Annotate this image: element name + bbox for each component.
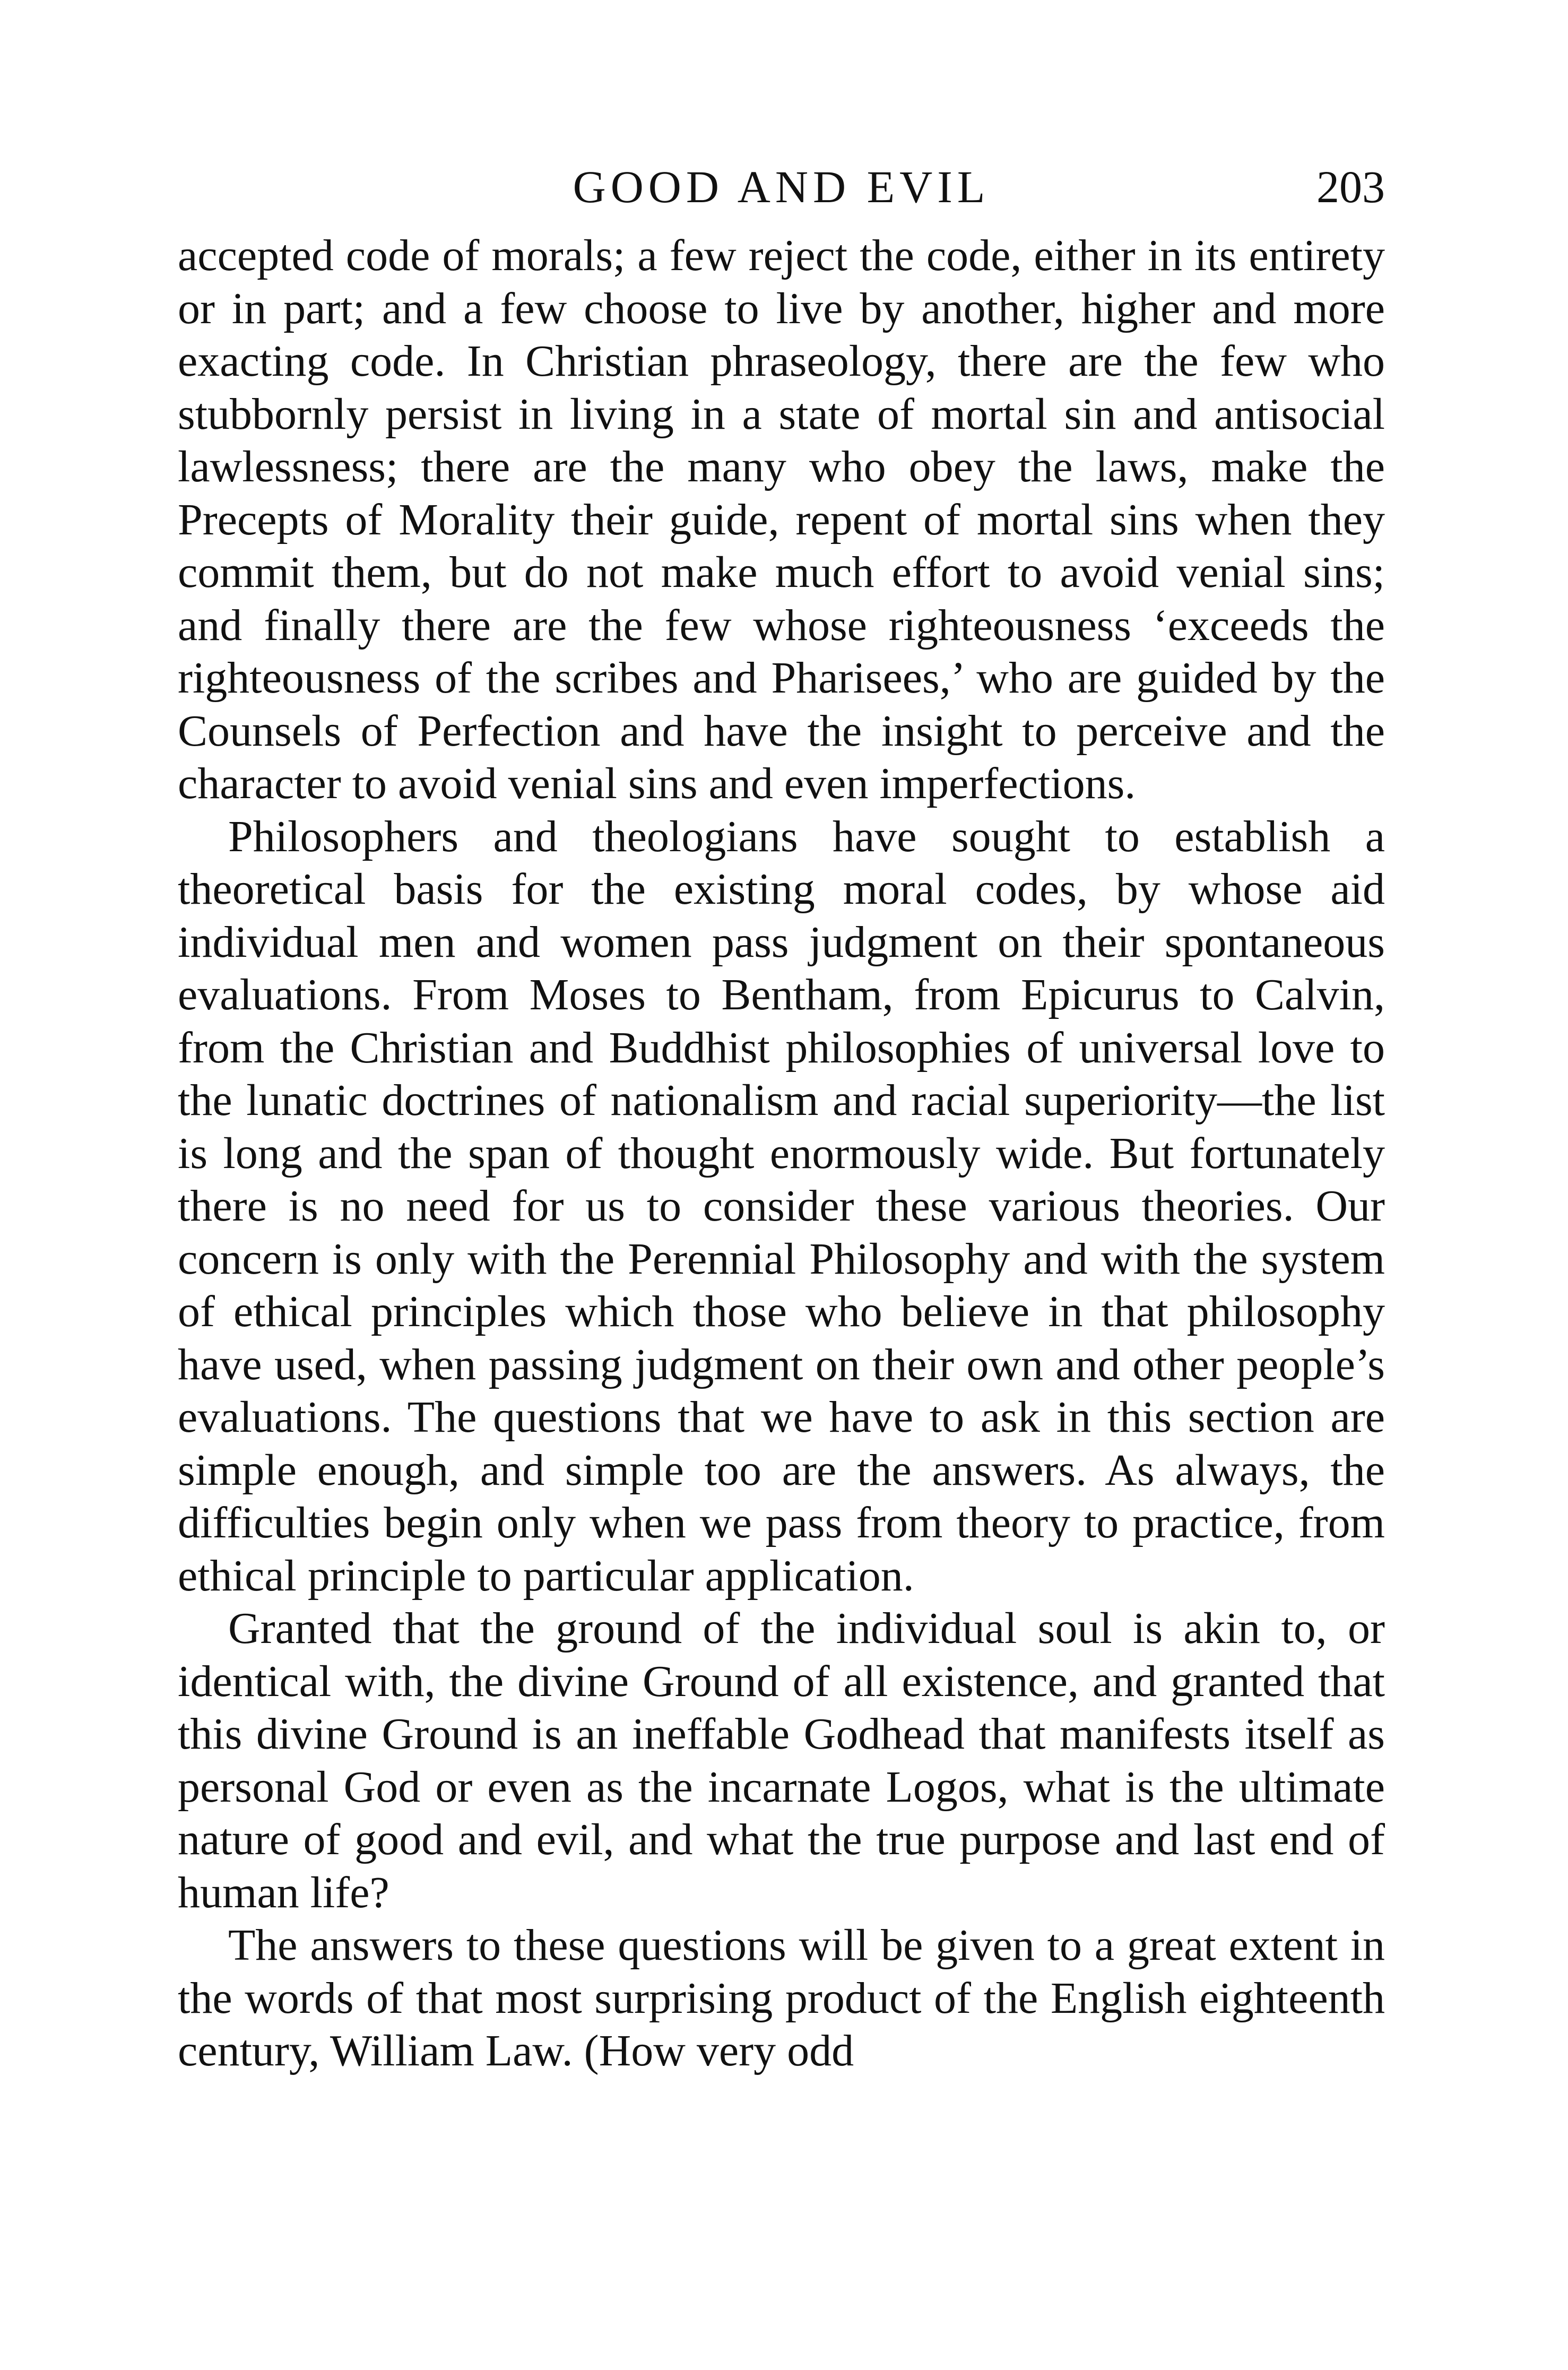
body-text: [178, 229, 1385, 2078]
paragraph-answers: The answers to these questions will be given to a great extent in the words of that most surprising product of the English eighteenth century, William Law. (How very odd: [178, 1921, 1385, 2075]
running-head: [178, 155, 1385, 219]
paragraph-continued: accepted code of morals; a few reject the code, either in its entirety or in part; and a few choose to live by another, higher and more exacting code. In Christian phraseology, there are the few who stubbornly persist in living in a state of mortal sin and antisocial lawlessness; there are the many who obey the laws, make the Precepts of Morality their guide, repent of mortal sins when they commit them, but do not make much effort to avoid venial sins; and finally there are the few whose righteousness ‘exceeds the righteousness of the scribes and Pharisees,’ who are guided by the Counsels of Perfection and have the insight to perceive and the character to avoid venial sins and even imperfections.: [178, 231, 1385, 808]
paragraph-granted: Granted that the ground of the individual soul is akin to, or identical with, the divine Ground of all existence, and granted that this divine Ground is an ineffable Godhead that manifests itself as personal God or even as the incarnate Logos, what is the ultimate nature of good and evil, and what the true purpose and last end of human life?: [178, 1604, 1385, 1917]
running-title: GOOD AND EVIL: [573, 161, 990, 212]
page-number: 203: [1316, 161, 1385, 212]
paragraph-philosophers: Philosophers and theologians have sought to establish a theoretical basis for the existing moral codes, by whose aid individual men and women pass judgment on their spontaneous evaluations. From Moses to Bentham, from Epicurus to Calvin, from the Christian and Buddhist philosophies of universal love to the lunatic doctrines of nationalism and racial superiority—the list is long and the span of thought enormously wide. But fortunately there is no need for us to consider these various theories. Our concern is only with the Perennial Philosophy and with the system of ethical principles which those who believe in that philosophy have used, when passing judgment on their own and other people’s evaluations. The questions that we have to ask in this section are simple enough, and simple too are the answers. As always, the difficulties begin only when we pass from theory to practice, from ethical principle to particular application.: [178, 811, 1385, 1601]
